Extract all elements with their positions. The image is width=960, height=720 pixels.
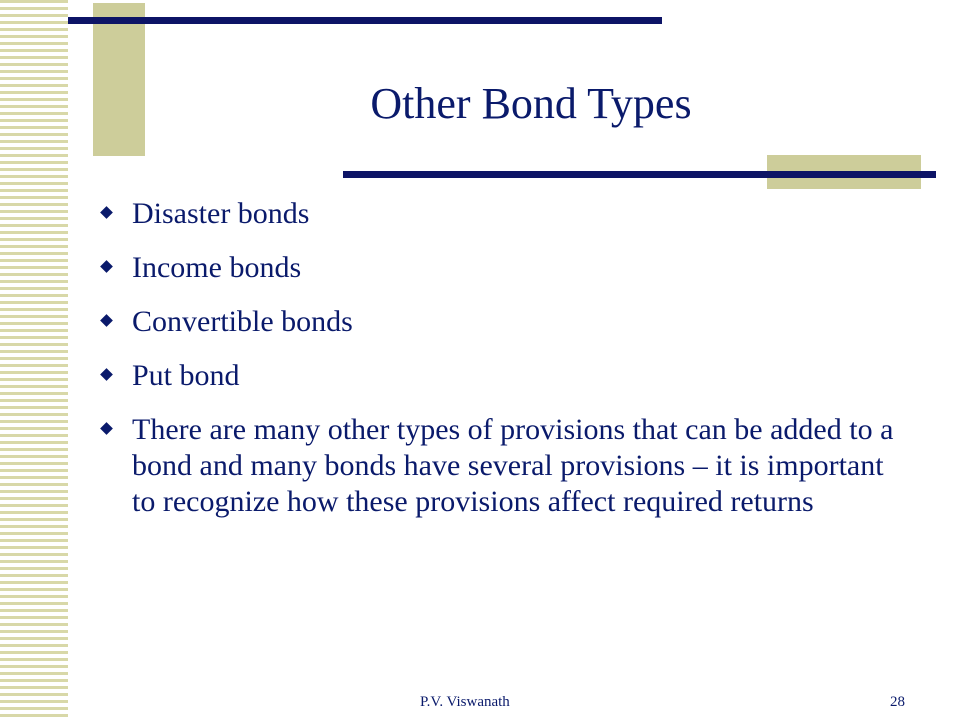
page-number: 28 — [890, 694, 905, 710]
footer-author: P.V. Viswanath — [420, 694, 510, 710]
bullet-list — [100, 196, 900, 538]
top-rule — [68, 17, 662, 24]
bullet-item — [100, 250, 900, 286]
bullet-text: Put bond — [132, 359, 240, 392]
diamond-bullet-icon — [100, 260, 113, 273]
bullet-text: Convertible bonds — [132, 305, 353, 338]
diamond-bullet-icon — [100, 314, 113, 327]
title-underline-rule — [343, 171, 936, 178]
bullet-item — [100, 196, 900, 232]
diamond-bullet-icon — [100, 422, 113, 435]
decorative-tan-block-left — [93, 3, 145, 156]
diamond-bullet-icon — [100, 206, 113, 219]
slide-title: Other Bond Types — [370, 79, 692, 128]
bullet-item — [100, 358, 900, 394]
diamond-bullet-icon — [100, 368, 113, 381]
bullet-text: Disaster bonds — [132, 197, 310, 230]
bullet-text: There are many other types of provisions that can be added to a bond and many bonds have several provisions – it is important to recognize how these provisions affect required returns — [132, 413, 894, 518]
decorative-stripes — [0, 0, 68, 720]
bullet-item — [100, 412, 900, 520]
bullet-text: Income bonds — [132, 251, 302, 284]
bullet-item — [100, 304, 900, 340]
